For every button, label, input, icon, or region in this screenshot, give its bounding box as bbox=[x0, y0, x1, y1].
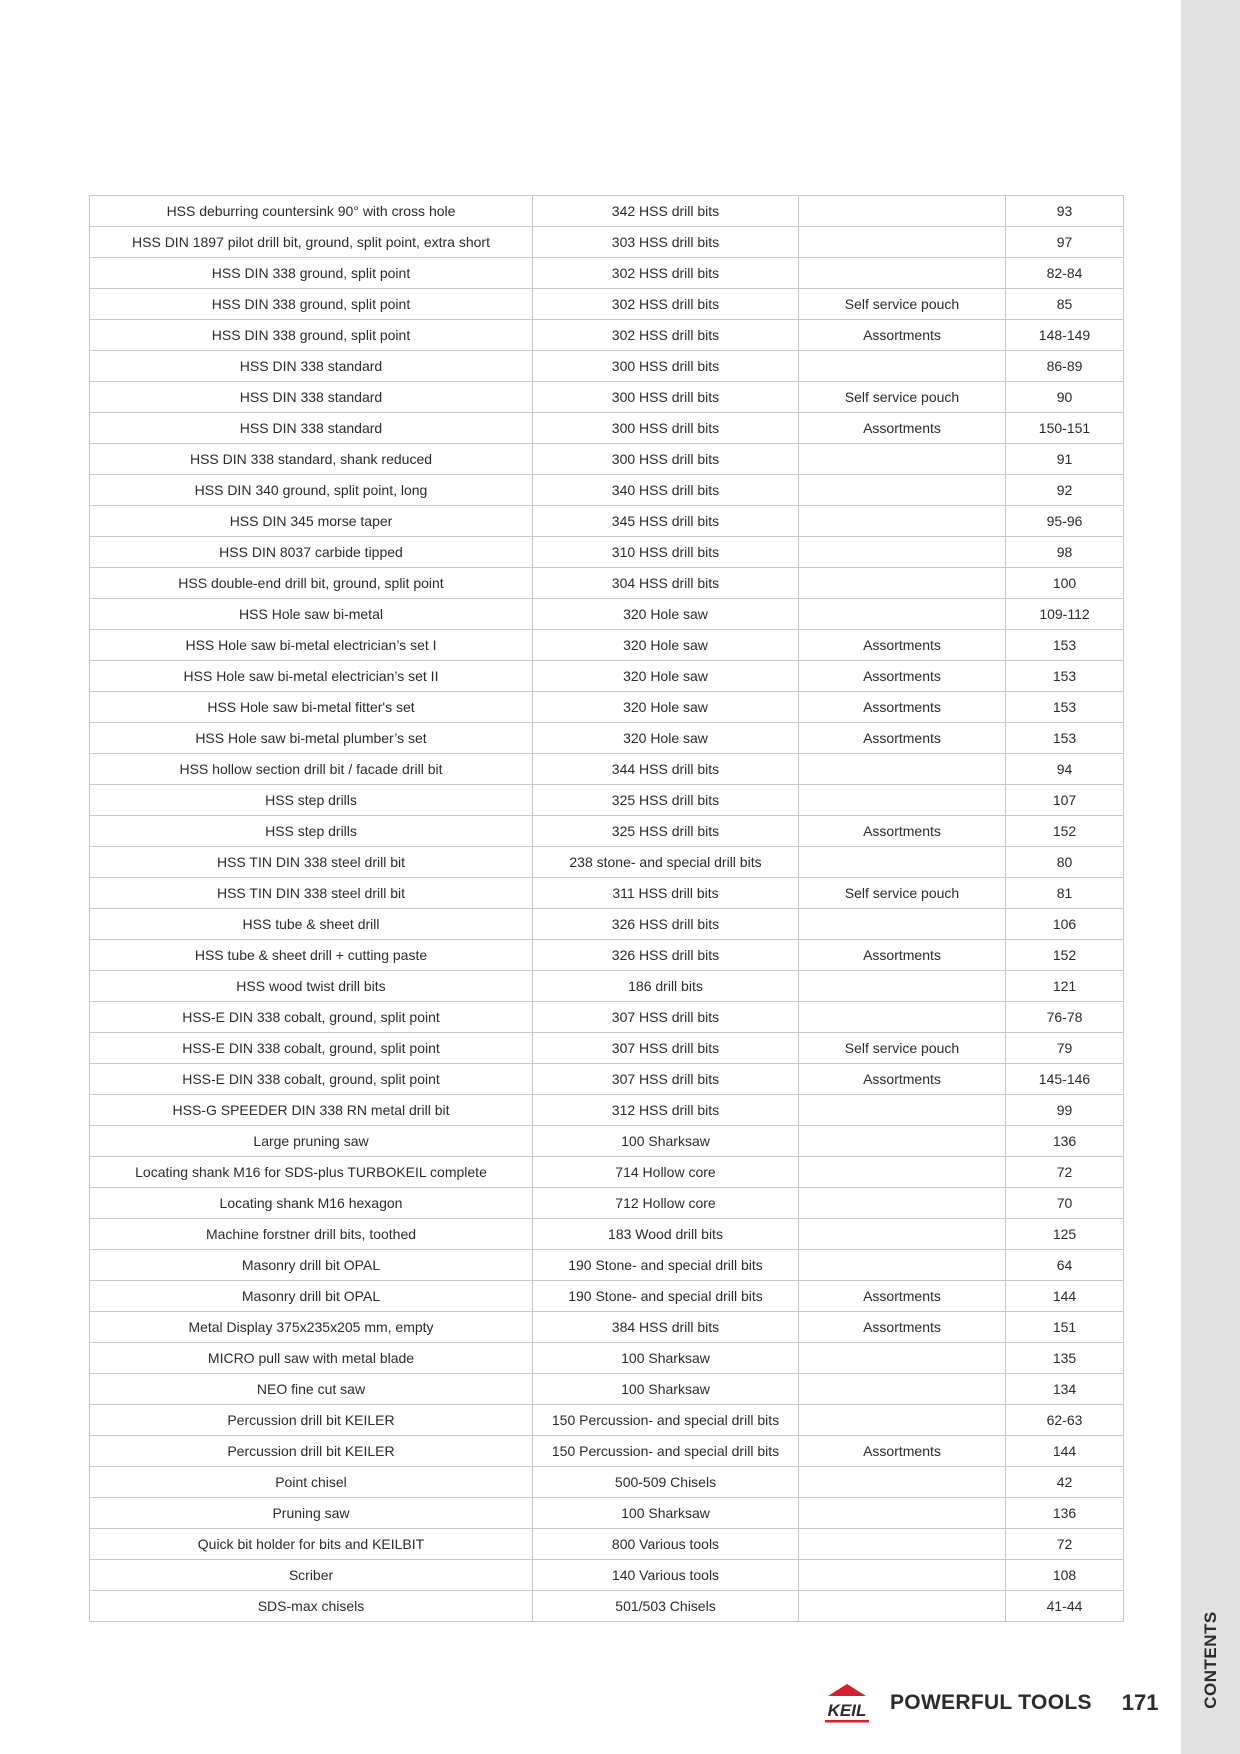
page-ref-cell: 136 bbox=[1006, 1498, 1124, 1529]
table-row bbox=[90, 909, 1124, 940]
page-ref-cell: 121 bbox=[1006, 971, 1124, 1002]
catalog-section-cell: 307 HSS drill bits bbox=[533, 1064, 799, 1095]
packaging-cell bbox=[799, 785, 1006, 816]
table-row bbox=[90, 1343, 1124, 1374]
table-row bbox=[90, 816, 1124, 847]
catalog-section-cell: 311 HSS drill bits bbox=[533, 878, 799, 909]
product-name-cell: HSS Hole saw bi-metal electrician’s set II bbox=[90, 661, 533, 692]
table-row bbox=[90, 258, 1124, 289]
table-row bbox=[90, 1157, 1124, 1188]
product-name-cell: HSS wood twist drill bits bbox=[90, 971, 533, 1002]
catalog-section-cell: 302 HSS drill bits bbox=[533, 258, 799, 289]
catalog-section-cell: 307 HSS drill bits bbox=[533, 1002, 799, 1033]
product-name-cell: Percussion drill bit KEILER bbox=[90, 1405, 533, 1436]
product-name-cell: HSS Hole saw bi-metal plumber’s set bbox=[90, 723, 533, 754]
page-ref-cell: 144 bbox=[1006, 1436, 1124, 1467]
product-name-cell: HSS DIN 338 standard bbox=[90, 351, 533, 382]
page-ref-cell: 76-78 bbox=[1006, 1002, 1124, 1033]
catalog-section-cell: 344 HSS drill bits bbox=[533, 754, 799, 785]
table-row bbox=[90, 196, 1124, 227]
table-row bbox=[90, 1374, 1124, 1405]
page-ref-cell: 42 bbox=[1006, 1467, 1124, 1498]
product-name-cell: HSS step drills bbox=[90, 785, 533, 816]
page-ref-cell: 135 bbox=[1006, 1343, 1124, 1374]
packaging-cell bbox=[799, 475, 1006, 506]
packaging-cell bbox=[799, 537, 1006, 568]
catalog-section-cell: 345 HSS drill bits bbox=[533, 506, 799, 537]
catalog-section-cell: 186 drill bits bbox=[533, 971, 799, 1002]
packaging-cell: Assortments bbox=[799, 1281, 1006, 1312]
catalog-section-cell: 312 HSS drill bits bbox=[533, 1095, 799, 1126]
page-ref-cell: 99 bbox=[1006, 1095, 1124, 1126]
table-row bbox=[90, 537, 1124, 568]
page-ref-cell: 108 bbox=[1006, 1560, 1124, 1591]
product-name-cell: SDS-max chisels bbox=[90, 1591, 533, 1622]
table-row bbox=[90, 475, 1124, 506]
product-name-cell: NEO fine cut saw bbox=[90, 1374, 533, 1405]
table-row bbox=[90, 1591, 1124, 1622]
packaging-cell bbox=[799, 1002, 1006, 1033]
table-row bbox=[90, 971, 1124, 1002]
packaging-cell bbox=[799, 1188, 1006, 1219]
product-name-cell: HSS Hole saw bi-metal bbox=[90, 599, 533, 630]
packaging-cell: Assortments bbox=[799, 320, 1006, 351]
catalog-section-cell: 304 HSS drill bits bbox=[533, 568, 799, 599]
table-row bbox=[90, 1064, 1124, 1095]
product-name-cell: HSS DIN 338 standard, shank reduced bbox=[90, 444, 533, 475]
packaging-cell bbox=[799, 1157, 1006, 1188]
packaging-cell bbox=[799, 1467, 1006, 1498]
table-row bbox=[90, 444, 1124, 475]
table-row bbox=[90, 847, 1124, 878]
packaging-cell bbox=[799, 568, 1006, 599]
index-table bbox=[89, 195, 1124, 1622]
page-number: 171 bbox=[1121, 1690, 1159, 1715]
product-name-cell: HSS DIN 338 ground, split point bbox=[90, 320, 533, 351]
catalog-section-cell: 326 HSS drill bits bbox=[533, 940, 799, 971]
page-ref-cell: 136 bbox=[1006, 1126, 1124, 1157]
page-ref-cell: 107 bbox=[1006, 785, 1124, 816]
packaging-cell: Assortments bbox=[799, 940, 1006, 971]
catalog-section-cell: 325 HSS drill bits bbox=[533, 785, 799, 816]
catalog-section-cell: 384 HSS drill bits bbox=[533, 1312, 799, 1343]
packaging-cell bbox=[799, 1374, 1006, 1405]
packaging-cell bbox=[799, 1405, 1006, 1436]
catalog-section-cell: 340 HSS drill bits bbox=[533, 475, 799, 506]
keil-logo bbox=[824, 1683, 870, 1723]
product-name-cell: MICRO pull saw with metal blade bbox=[90, 1343, 533, 1374]
packaging-cell bbox=[799, 1498, 1006, 1529]
packaging-cell bbox=[799, 1343, 1006, 1374]
catalog-section-cell: 300 HSS drill bits bbox=[533, 382, 799, 413]
packaging-cell bbox=[799, 1219, 1006, 1250]
catalog-section-cell: 300 HSS drill bits bbox=[533, 351, 799, 382]
table-row bbox=[90, 785, 1124, 816]
table-row bbox=[90, 1281, 1124, 1312]
page-ref-cell: 64 bbox=[1006, 1250, 1124, 1281]
catalog-section-cell: 712 Hollow core bbox=[533, 1188, 799, 1219]
table-row bbox=[90, 413, 1124, 444]
product-name-cell: HSS step drills bbox=[90, 816, 533, 847]
catalog-section-cell: 183 Wood drill bits bbox=[533, 1219, 799, 1250]
page-ref-cell: 152 bbox=[1006, 940, 1124, 971]
page-ref-cell: 106 bbox=[1006, 909, 1124, 940]
packaging-cell bbox=[799, 1126, 1006, 1157]
catalog-section-cell: 320 Hole saw bbox=[533, 599, 799, 630]
table-row bbox=[90, 1188, 1124, 1219]
packaging-cell: Self service pouch bbox=[799, 1033, 1006, 1064]
table-row bbox=[90, 1467, 1124, 1498]
page-ref-cell: 153 bbox=[1006, 661, 1124, 692]
product-name-cell: Metal Display 375x235x205 mm, empty bbox=[90, 1312, 533, 1343]
table-row bbox=[90, 1002, 1124, 1033]
packaging-cell: Assortments bbox=[799, 816, 1006, 847]
page-ref-cell: 70 bbox=[1006, 1188, 1124, 1219]
table-row bbox=[90, 1405, 1124, 1436]
page-ref-cell: 98 bbox=[1006, 537, 1124, 568]
packaging-cell bbox=[799, 1560, 1006, 1591]
page-ref-cell: 150-151 bbox=[1006, 413, 1124, 444]
page-ref-cell: 62-63 bbox=[1006, 1405, 1124, 1436]
product-name-cell: HSS hollow section drill bit / facade drill bit bbox=[90, 754, 533, 785]
catalog-section-cell: 320 Hole saw bbox=[533, 723, 799, 754]
product-name-cell: Percussion drill bit KEILER bbox=[90, 1436, 533, 1467]
catalog-section-cell: 300 HSS drill bits bbox=[533, 444, 799, 475]
packaging-cell bbox=[799, 227, 1006, 258]
packaging-cell bbox=[799, 1529, 1006, 1560]
packaging-cell: Assortments bbox=[799, 413, 1006, 444]
product-name-cell: HSS tube & sheet drill + cutting paste bbox=[90, 940, 533, 971]
page-ref-cell: 72 bbox=[1006, 1157, 1124, 1188]
product-name-cell: Masonry drill bit OPAL bbox=[90, 1281, 533, 1312]
packaging-cell bbox=[799, 754, 1006, 785]
catalog-section-cell: 300 HSS drill bits bbox=[533, 413, 799, 444]
packaging-cell bbox=[799, 196, 1006, 227]
product-name-cell: HSS DIN 338 standard bbox=[90, 382, 533, 413]
table-row bbox=[90, 320, 1124, 351]
product-name-cell: Locating shank M16 for SDS-plus TURBOKEIL complete bbox=[90, 1157, 533, 1188]
catalog-section-cell: 100 Sharksaw bbox=[533, 1374, 799, 1405]
catalog-section-cell: 302 HSS drill bits bbox=[533, 289, 799, 320]
footer bbox=[824, 1683, 1158, 1723]
catalog-section-cell: 100 Sharksaw bbox=[533, 1498, 799, 1529]
packaging-cell bbox=[799, 258, 1006, 289]
product-name-cell: Scriber bbox=[90, 1560, 533, 1591]
page-ref-cell: 153 bbox=[1006, 630, 1124, 661]
table-row bbox=[90, 599, 1124, 630]
table-row bbox=[90, 754, 1124, 785]
page-ref-cell: 72 bbox=[1006, 1529, 1124, 1560]
packaging-cell: Assortments bbox=[799, 661, 1006, 692]
catalog-section-cell: 190 Stone- and special drill bits bbox=[533, 1281, 799, 1312]
product-name-cell: Masonry drill bit OPAL bbox=[90, 1250, 533, 1281]
table-row bbox=[90, 227, 1124, 258]
packaging-cell bbox=[799, 1591, 1006, 1622]
table-row bbox=[90, 630, 1124, 661]
page-ref-cell: 152 bbox=[1006, 816, 1124, 847]
product-name-cell: Machine forstner drill bits, toothed bbox=[90, 1219, 533, 1250]
catalog-section-cell: 190 Stone- and special drill bits bbox=[533, 1250, 799, 1281]
page-ref-cell: 86-89 bbox=[1006, 351, 1124, 382]
catalog-section-cell: 501/503 Chisels bbox=[533, 1591, 799, 1622]
packaging-cell: Assortments bbox=[799, 723, 1006, 754]
index-table-body bbox=[90, 196, 1124, 1622]
table-row bbox=[90, 661, 1124, 692]
page-ref-cell: 125 bbox=[1006, 1219, 1124, 1250]
product-name-cell: HSS DIN 345 morse taper bbox=[90, 506, 533, 537]
table-row bbox=[90, 723, 1124, 754]
table-row bbox=[90, 940, 1124, 971]
table-row bbox=[90, 1436, 1124, 1467]
page-ref-cell: 82-84 bbox=[1006, 258, 1124, 289]
product-name-cell: HSS-E DIN 338 cobalt, ground, split point bbox=[90, 1033, 533, 1064]
sidebar bbox=[1181, 0, 1240, 1754]
table-row bbox=[90, 1250, 1124, 1281]
product-name-cell: HSS deburring countersink 90° with cross hole bbox=[90, 196, 533, 227]
packaging-cell bbox=[799, 847, 1006, 878]
catalog-section-cell: 150 Percussion- and special drill bits bbox=[533, 1405, 799, 1436]
product-name-cell: Quick bit holder for bits and KEILBIT bbox=[90, 1529, 533, 1560]
packaging-cell: Assortments bbox=[799, 1064, 1006, 1095]
product-name-cell: Large pruning saw bbox=[90, 1126, 533, 1157]
packaging-cell bbox=[799, 444, 1006, 475]
catalog-section-cell: 302 HSS drill bits bbox=[533, 320, 799, 351]
table-row bbox=[90, 1033, 1124, 1064]
packaging-cell: Assortments bbox=[799, 692, 1006, 723]
page-ref-cell: 92 bbox=[1006, 475, 1124, 506]
table-row bbox=[90, 568, 1124, 599]
packaging-cell bbox=[799, 506, 1006, 537]
table-row bbox=[90, 1219, 1124, 1250]
catalog-section-cell: 307 HSS drill bits bbox=[533, 1033, 799, 1064]
product-name-cell: HSS-E DIN 338 cobalt, ground, split point bbox=[90, 1064, 533, 1095]
sidebar-label: CONTENTS bbox=[1200, 1611, 1220, 1709]
page-ref-cell: 41-44 bbox=[1006, 1591, 1124, 1622]
page-ref-cell: 79 bbox=[1006, 1033, 1124, 1064]
page-ref-cell: 81 bbox=[1006, 878, 1124, 909]
table-row bbox=[90, 1529, 1124, 1560]
page-ref-cell: 100 bbox=[1006, 568, 1124, 599]
table-row bbox=[90, 692, 1124, 723]
page-ref-cell: 134 bbox=[1006, 1374, 1124, 1405]
page-ref-cell: 90 bbox=[1006, 382, 1124, 413]
catalog-section-cell: 238 stone- and special drill bits bbox=[533, 847, 799, 878]
sidebar-label-container bbox=[1181, 1611, 1240, 1709]
table-row bbox=[90, 506, 1124, 537]
product-name-cell: Point chisel bbox=[90, 1467, 533, 1498]
catalog-section-cell: 326 HSS drill bits bbox=[533, 909, 799, 940]
table-row bbox=[90, 382, 1124, 413]
product-name-cell: HSS DIN 338 ground, split point bbox=[90, 289, 533, 320]
keil-logo-text: KEIL bbox=[827, 1701, 867, 1720]
product-name-cell: HSS-E DIN 338 cobalt, ground, split point bbox=[90, 1002, 533, 1033]
table-row bbox=[90, 1560, 1124, 1591]
page-ref-cell: 95-96 bbox=[1006, 506, 1124, 537]
catalog-section-cell: 800 Various tools bbox=[533, 1529, 799, 1560]
catalog-section-cell: 303 HSS drill bits bbox=[533, 227, 799, 258]
packaging-cell bbox=[799, 599, 1006, 630]
page-ref-cell: 153 bbox=[1006, 723, 1124, 754]
catalog-section-cell: 100 Sharksaw bbox=[533, 1343, 799, 1374]
packaging-cell: Self service pouch bbox=[799, 878, 1006, 909]
table-row bbox=[90, 1126, 1124, 1157]
page-ref-cell: 94 bbox=[1006, 754, 1124, 785]
packaging-cell bbox=[799, 1250, 1006, 1281]
table-row bbox=[90, 1095, 1124, 1126]
table-row bbox=[90, 289, 1124, 320]
catalog-section-cell: 310 HSS drill bits bbox=[533, 537, 799, 568]
product-name-cell: HSS DIN 338 ground, split point bbox=[90, 258, 533, 289]
table-row bbox=[90, 878, 1124, 909]
catalog-section-cell: 100 Sharksaw bbox=[533, 1126, 799, 1157]
catalog-section-cell: 320 Hole saw bbox=[533, 630, 799, 661]
packaging-cell: Self service pouch bbox=[799, 289, 1006, 320]
page-ref-cell: 91 bbox=[1006, 444, 1124, 475]
table-row bbox=[90, 1498, 1124, 1529]
product-name-cell: HSS DIN 340 ground, split point, long bbox=[90, 475, 533, 506]
packaging-cell bbox=[799, 909, 1006, 940]
packaging-cell: Self service pouch bbox=[799, 382, 1006, 413]
page-ref-cell: 93 bbox=[1006, 196, 1124, 227]
packaging-cell bbox=[799, 971, 1006, 1002]
product-name-cell: HSS TIN DIN 338 steel drill bit bbox=[90, 878, 533, 909]
catalog-section-cell: 320 Hole saw bbox=[533, 692, 799, 723]
packaging-cell bbox=[799, 351, 1006, 382]
page-ref-cell: 85 bbox=[1006, 289, 1124, 320]
page-ref-cell: 80 bbox=[1006, 847, 1124, 878]
packaging-cell: Assortments bbox=[799, 630, 1006, 661]
product-name-cell: HSS-G SPEEDER DIN 338 RN metal drill bit bbox=[90, 1095, 533, 1126]
catalog-section-cell: 320 Hole saw bbox=[533, 661, 799, 692]
page-ref-cell: 148-149 bbox=[1006, 320, 1124, 351]
page-ref-cell: 97 bbox=[1006, 227, 1124, 258]
packaging-cell: Assortments bbox=[799, 1312, 1006, 1343]
catalog-section-cell: 714 Hollow core bbox=[533, 1157, 799, 1188]
product-name-cell: HSS double-end drill bit, ground, split point bbox=[90, 568, 533, 599]
catalog-section-cell: 325 HSS drill bits bbox=[533, 816, 799, 847]
packaging-cell: Assortments bbox=[799, 1436, 1006, 1467]
product-name-cell: HSS tube & sheet drill bbox=[90, 909, 533, 940]
product-name-cell: HSS Hole saw bi-metal electrician’s set I bbox=[90, 630, 533, 661]
page-ref-cell: 144 bbox=[1006, 1281, 1124, 1312]
product-name-cell: HSS TIN DIN 338 steel drill bit bbox=[90, 847, 533, 878]
page-ref-cell: 151 bbox=[1006, 1312, 1124, 1343]
packaging-cell bbox=[799, 1095, 1006, 1126]
page-ref-cell: 145-146 bbox=[1006, 1064, 1124, 1095]
product-name-cell: HSS Hole saw bi-metal fitter's set bbox=[90, 692, 533, 723]
catalog-section-cell: 140 Various tools bbox=[533, 1560, 799, 1591]
catalog-section-cell: 150 Percussion- and special drill bits bbox=[533, 1436, 799, 1467]
page-ref-cell: 109-112 bbox=[1006, 599, 1124, 630]
page-ref-cell: 153 bbox=[1006, 692, 1124, 723]
product-name-cell: Pruning saw bbox=[90, 1498, 533, 1529]
product-name-cell: HSS DIN 1897 pilot drill bit, ground, split point, extra short bbox=[90, 227, 533, 258]
catalog-section-cell: 500-509 Chisels bbox=[533, 1467, 799, 1498]
catalog-section-cell: 342 HSS drill bits bbox=[533, 196, 799, 227]
product-name-cell: HSS DIN 8037 carbide tipped bbox=[90, 537, 533, 568]
table-row bbox=[90, 351, 1124, 382]
table-row bbox=[90, 1312, 1124, 1343]
product-name-cell: HSS DIN 338 standard bbox=[90, 413, 533, 444]
footer-tagline: POWERFUL TOOLS bbox=[890, 1691, 1092, 1714]
product-name-cell: Locating shank M16 hexagon bbox=[90, 1188, 533, 1219]
